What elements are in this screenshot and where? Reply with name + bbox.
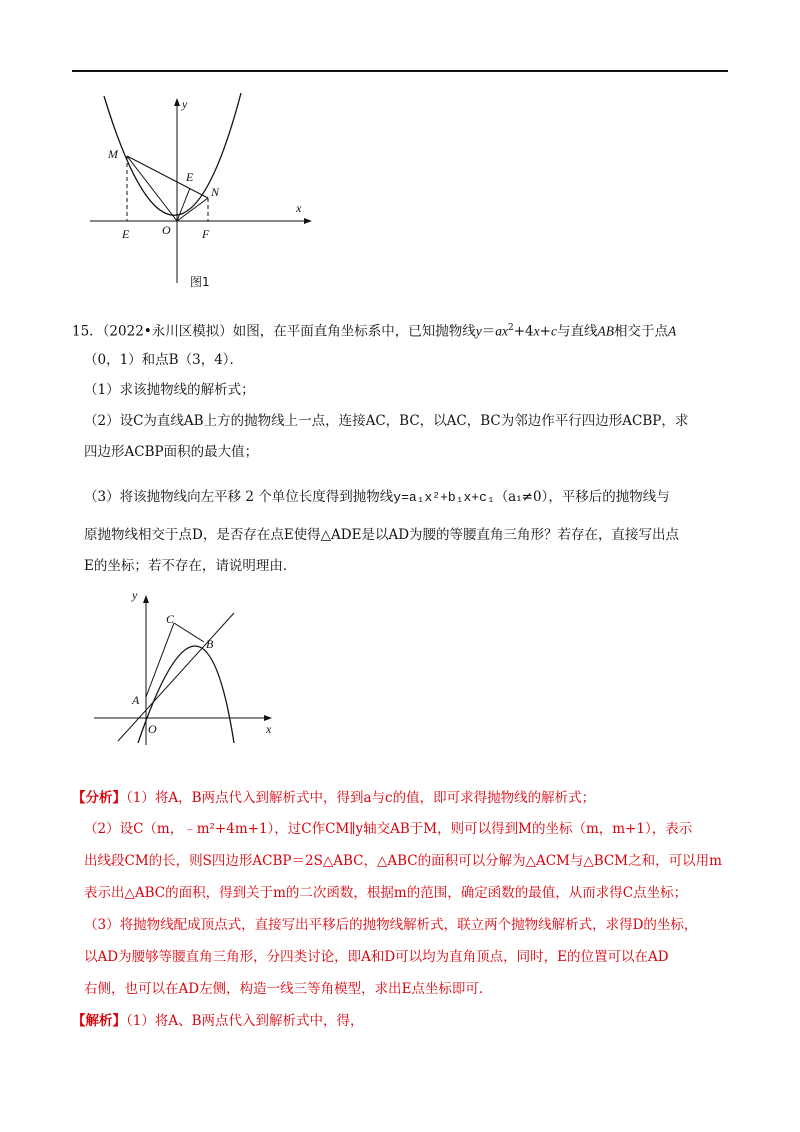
- question-2-line-1: （2）设C为直线AB上方的抛物线上一点，连接AC，BC，以AC，BC为邻边作平行四边形ACBP，求: [84, 413, 689, 429]
- label-O: O: [148, 722, 157, 736]
- label-E-top: E: [186, 170, 194, 184]
- var-c: c: [550, 323, 557, 339]
- parabola: [104, 93, 241, 215]
- label-M: M: [108, 147, 118, 161]
- label-y: y: [182, 97, 188, 111]
- plus-sign: +: [539, 323, 551, 340]
- analysis-line-5: （3）将抛物线配成顶点式，直接写出平移后的抛物线解析式，联立两个抛物线解析式，求得D的坐标，: [84, 917, 698, 933]
- question-1: （1）求该抛物线的解析式；: [84, 382, 255, 398]
- segment-MN: [127, 156, 208, 198]
- label-F: F: [202, 227, 210, 241]
- label-O: O: [162, 223, 171, 237]
- line-AB: [118, 613, 234, 741]
- var-A: A: [667, 323, 677, 339]
- question-3-line-1: [84, 487, 670, 508]
- label-y: y: [132, 588, 138, 602]
- analysis-line-1: [72, 788, 595, 808]
- question-3-text-tail: ，平移后的抛物线与: [548, 489, 670, 505]
- condition-a1: （a₁≠0）: [494, 489, 549, 505]
- figure-1-svg: [80, 88, 330, 298]
- analysis-line-3: 出线段CM的长，则S四边形ACBP＝2S△ABC，△ABC的面积可以分解为△ACM与△BCM之和，可以用m: [84, 853, 722, 869]
- label-A: A: [132, 693, 140, 707]
- analysis-line-4: 表示出△ABC的面积，得到关于m的二次函数，根据m的范围，确定函数的最值，从而求得C点坐标；: [84, 885, 688, 901]
- exp-2: 2: [508, 323, 514, 333]
- analysis-line-6: 以AD为腰够等腰直角三角形，分四类讨论，即A和D可以均为直角顶点，同时，E的位置可以在AD: [84, 949, 669, 965]
- var-ax: ax: [495, 323, 508, 339]
- solution-tag: 【解析】: [72, 1013, 126, 1029]
- segment-MO: [127, 156, 177, 221]
- label-C: C: [166, 612, 175, 626]
- y-axis-arrow: [143, 595, 149, 603]
- problem-line-1: [72, 318, 676, 342]
- analysis-line-7: 右侧，也可以在AD左侧，构造一线三等角模型，求出E点坐标即可．: [84, 981, 493, 997]
- text-intersect: 相交于点: [613, 323, 668, 340]
- solution-line-1: [72, 1011, 364, 1031]
- solution-part-1: （1）将A、B两点代入到解析式中，得，: [126, 1013, 364, 1029]
- question-3-line-2: 原抛物线相交于点D，是否存在点E使得△ADE是以AD为腰的等腰直角三角形？若存在，直接写出点: [84, 527, 680, 543]
- x-axis-arrow: [264, 715, 272, 721]
- problem-line-2: （0，1）和点B（3，4）．: [84, 352, 244, 368]
- figure-2-svg: [88, 585, 288, 750]
- analysis-tag: 【分析】: [72, 790, 126, 806]
- segment-CB: [174, 623, 204, 642]
- question-3-text: （3）将该抛物线向左平移 2 个单位长度得到抛物线: [84, 489, 394, 505]
- label-x: x: [266, 722, 272, 736]
- var-y: y: [475, 323, 482, 339]
- label-E-axis: E: [122, 227, 130, 241]
- question-3-line-3: E的坐标；若不存在，请说明理由．: [84, 558, 297, 574]
- label-B: B: [206, 637, 214, 651]
- eq-sign: ＝: [481, 323, 496, 340]
- figure-2: [88, 585, 288, 750]
- header-rule: [72, 70, 728, 72]
- label-N: N: [211, 185, 220, 199]
- text-with-line: 与直线: [556, 323, 598, 340]
- x-axis-arrow: [304, 218, 312, 224]
- var-x: x: [533, 323, 540, 339]
- y-axis-arrow: [174, 98, 180, 106]
- figure-1-caption: 图1: [190, 275, 210, 289]
- var-AB: AB: [597, 323, 614, 339]
- question-2-line-2: 四边形ACBP面积的最大值；: [84, 444, 259, 460]
- analysis-part-1: （1）将A，B两点代入到解析式中，得到a与c的值，即可求得抛物线的解析式；: [126, 790, 596, 806]
- term-4: +4: [513, 323, 534, 340]
- problem-intro: 15．（2022•永川区模拟）如图，在平面直角坐标系中，已知抛物线: [72, 323, 476, 340]
- figure-1: [80, 88, 330, 298]
- shifted-parabola-equation: y=a₁x²+b₁x+c₁: [393, 490, 495, 505]
- analysis-line-2: （2）设C（m，﹣m²+4m+1），过C作CM∥y轴交AB于M，则可以得到M的坐标（m，m+1），表示: [84, 821, 693, 837]
- label-x: x: [296, 201, 302, 215]
